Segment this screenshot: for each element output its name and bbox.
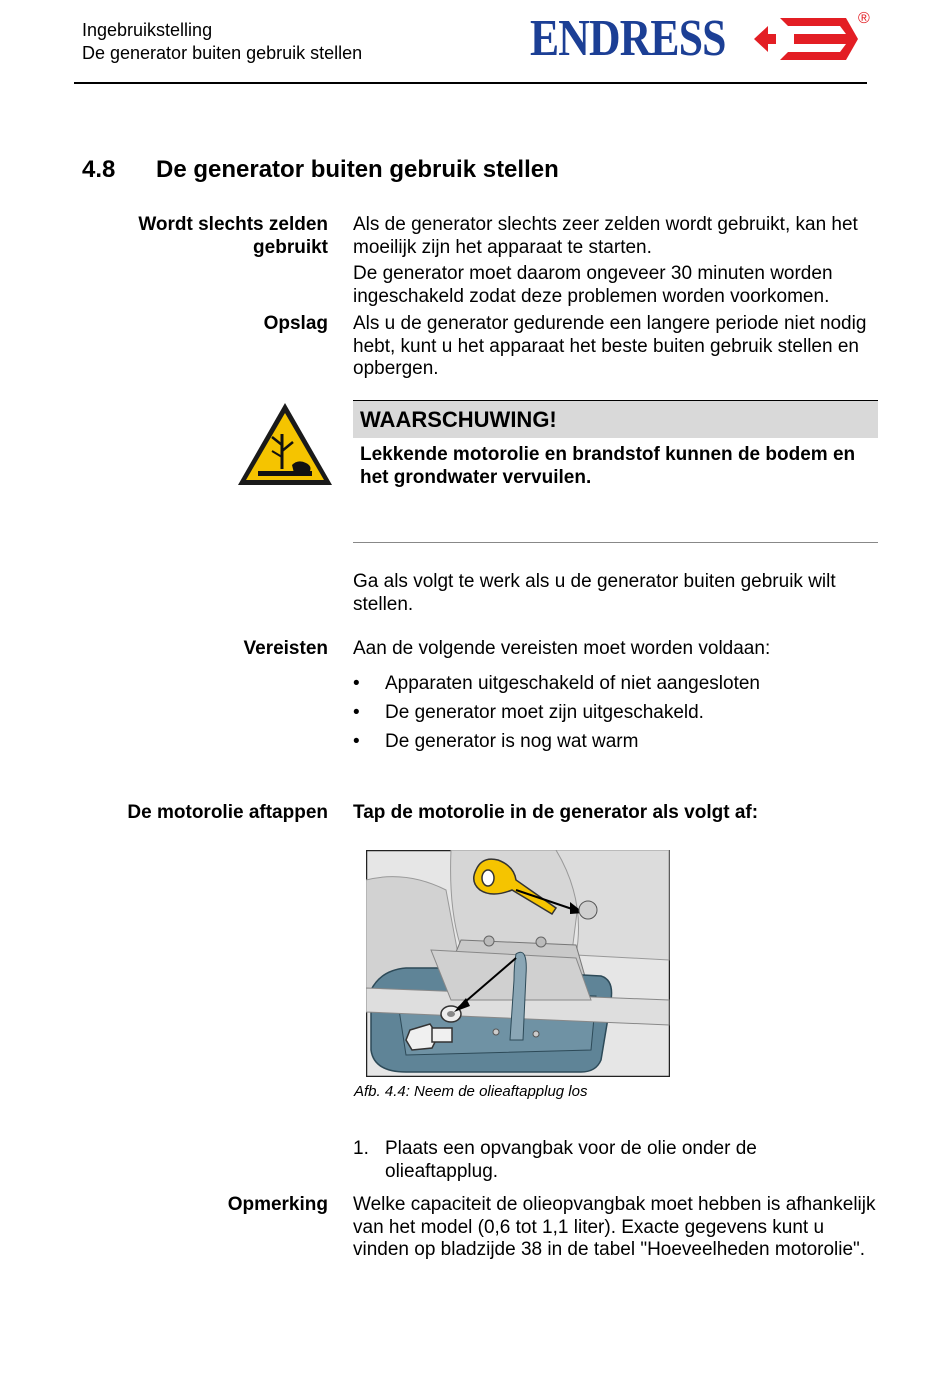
registered-mark: ®: [858, 10, 870, 27]
header-section: De generator buiten gebruik stellen: [82, 43, 363, 63]
warning-text: Lekkende motorolie en brandstof kunnen de bodem en het grondwater vervuilen.: [360, 444, 856, 488]
rarely-used-text-1: Als de generator slechts zeer zelden wordt gebruikt, kan het moeilijk zijn het apparaat te starten.: [353, 214, 858, 258]
step-text: Plaats een opvangbak voor de olie onder de olieaftapplug.: [385, 1138, 757, 1182]
rarely-used-label-1: Wordt slechts zelden: [138, 214, 328, 235]
header-chapter: Ingebruikstelling: [82, 20, 213, 40]
environment-hazard-icon: [236, 401, 334, 487]
header-rule: [74, 82, 867, 84]
bullet-icon: •: [353, 731, 360, 752]
note-text: Welke capaciteit de olieopvangbak moet hebben is afhankelijk van het model (0,6 tot 1,1 liter). Exacte gegevens kunt u vinden op bladzijde 38 in de tabel "Hoeveelheden motorolie".: [353, 1194, 876, 1260]
step-number: 1.: [353, 1138, 369, 1159]
procedure-intro: Ga als volgt te werk als u de generator buiten gebruik wilt stellen.: [353, 571, 836, 615]
drain-oil-label: De motorolie aftappen: [127, 802, 328, 823]
bullet-icon: •: [353, 673, 360, 694]
oil-drain-plug-figure: [366, 850, 670, 1077]
bullet-icon: •: [353, 702, 360, 723]
storage-label: Opslag: [263, 313, 328, 334]
endress-logo: [528, 8, 873, 68]
rarely-used-label-2: gebruikt: [253, 237, 328, 258]
section-number: 4.8: [82, 156, 116, 183]
rarely-used-text-2: De generator moet daarom ongeveer 30 minuten worden ingeschakeld zodat deze problemen worden voorkomen.: [353, 263, 833, 307]
logo-wordmark: ENDRESS: [530, 10, 726, 67]
figure-caption: Afb. 4.4: Neem de olieaftapplug los: [354, 1083, 588, 1100]
storage-text: Als u de generator gedurende een langere periode niet nodig hebt, kunt u het apparaat het beste buiten gebruik stellen en opbergen.: [353, 313, 867, 379]
drain-oil-intro: Tap de motorolie in de generator als volgt af:: [353, 802, 759, 823]
requirements-intro: Aan de volgende vereisten moet worden voldaan:: [353, 638, 771, 659]
warning-title: WAARSCHUWING!: [360, 407, 557, 432]
section-title: De generator buiten gebruik stellen: [156, 156, 559, 183]
note-label: Opmerking: [227, 1194, 328, 1215]
logo-arrow-icon: [754, 14, 860, 64]
warning-bottom-rule: [353, 542, 878, 543]
requirements-label: Vereisten: [243, 638, 328, 659]
